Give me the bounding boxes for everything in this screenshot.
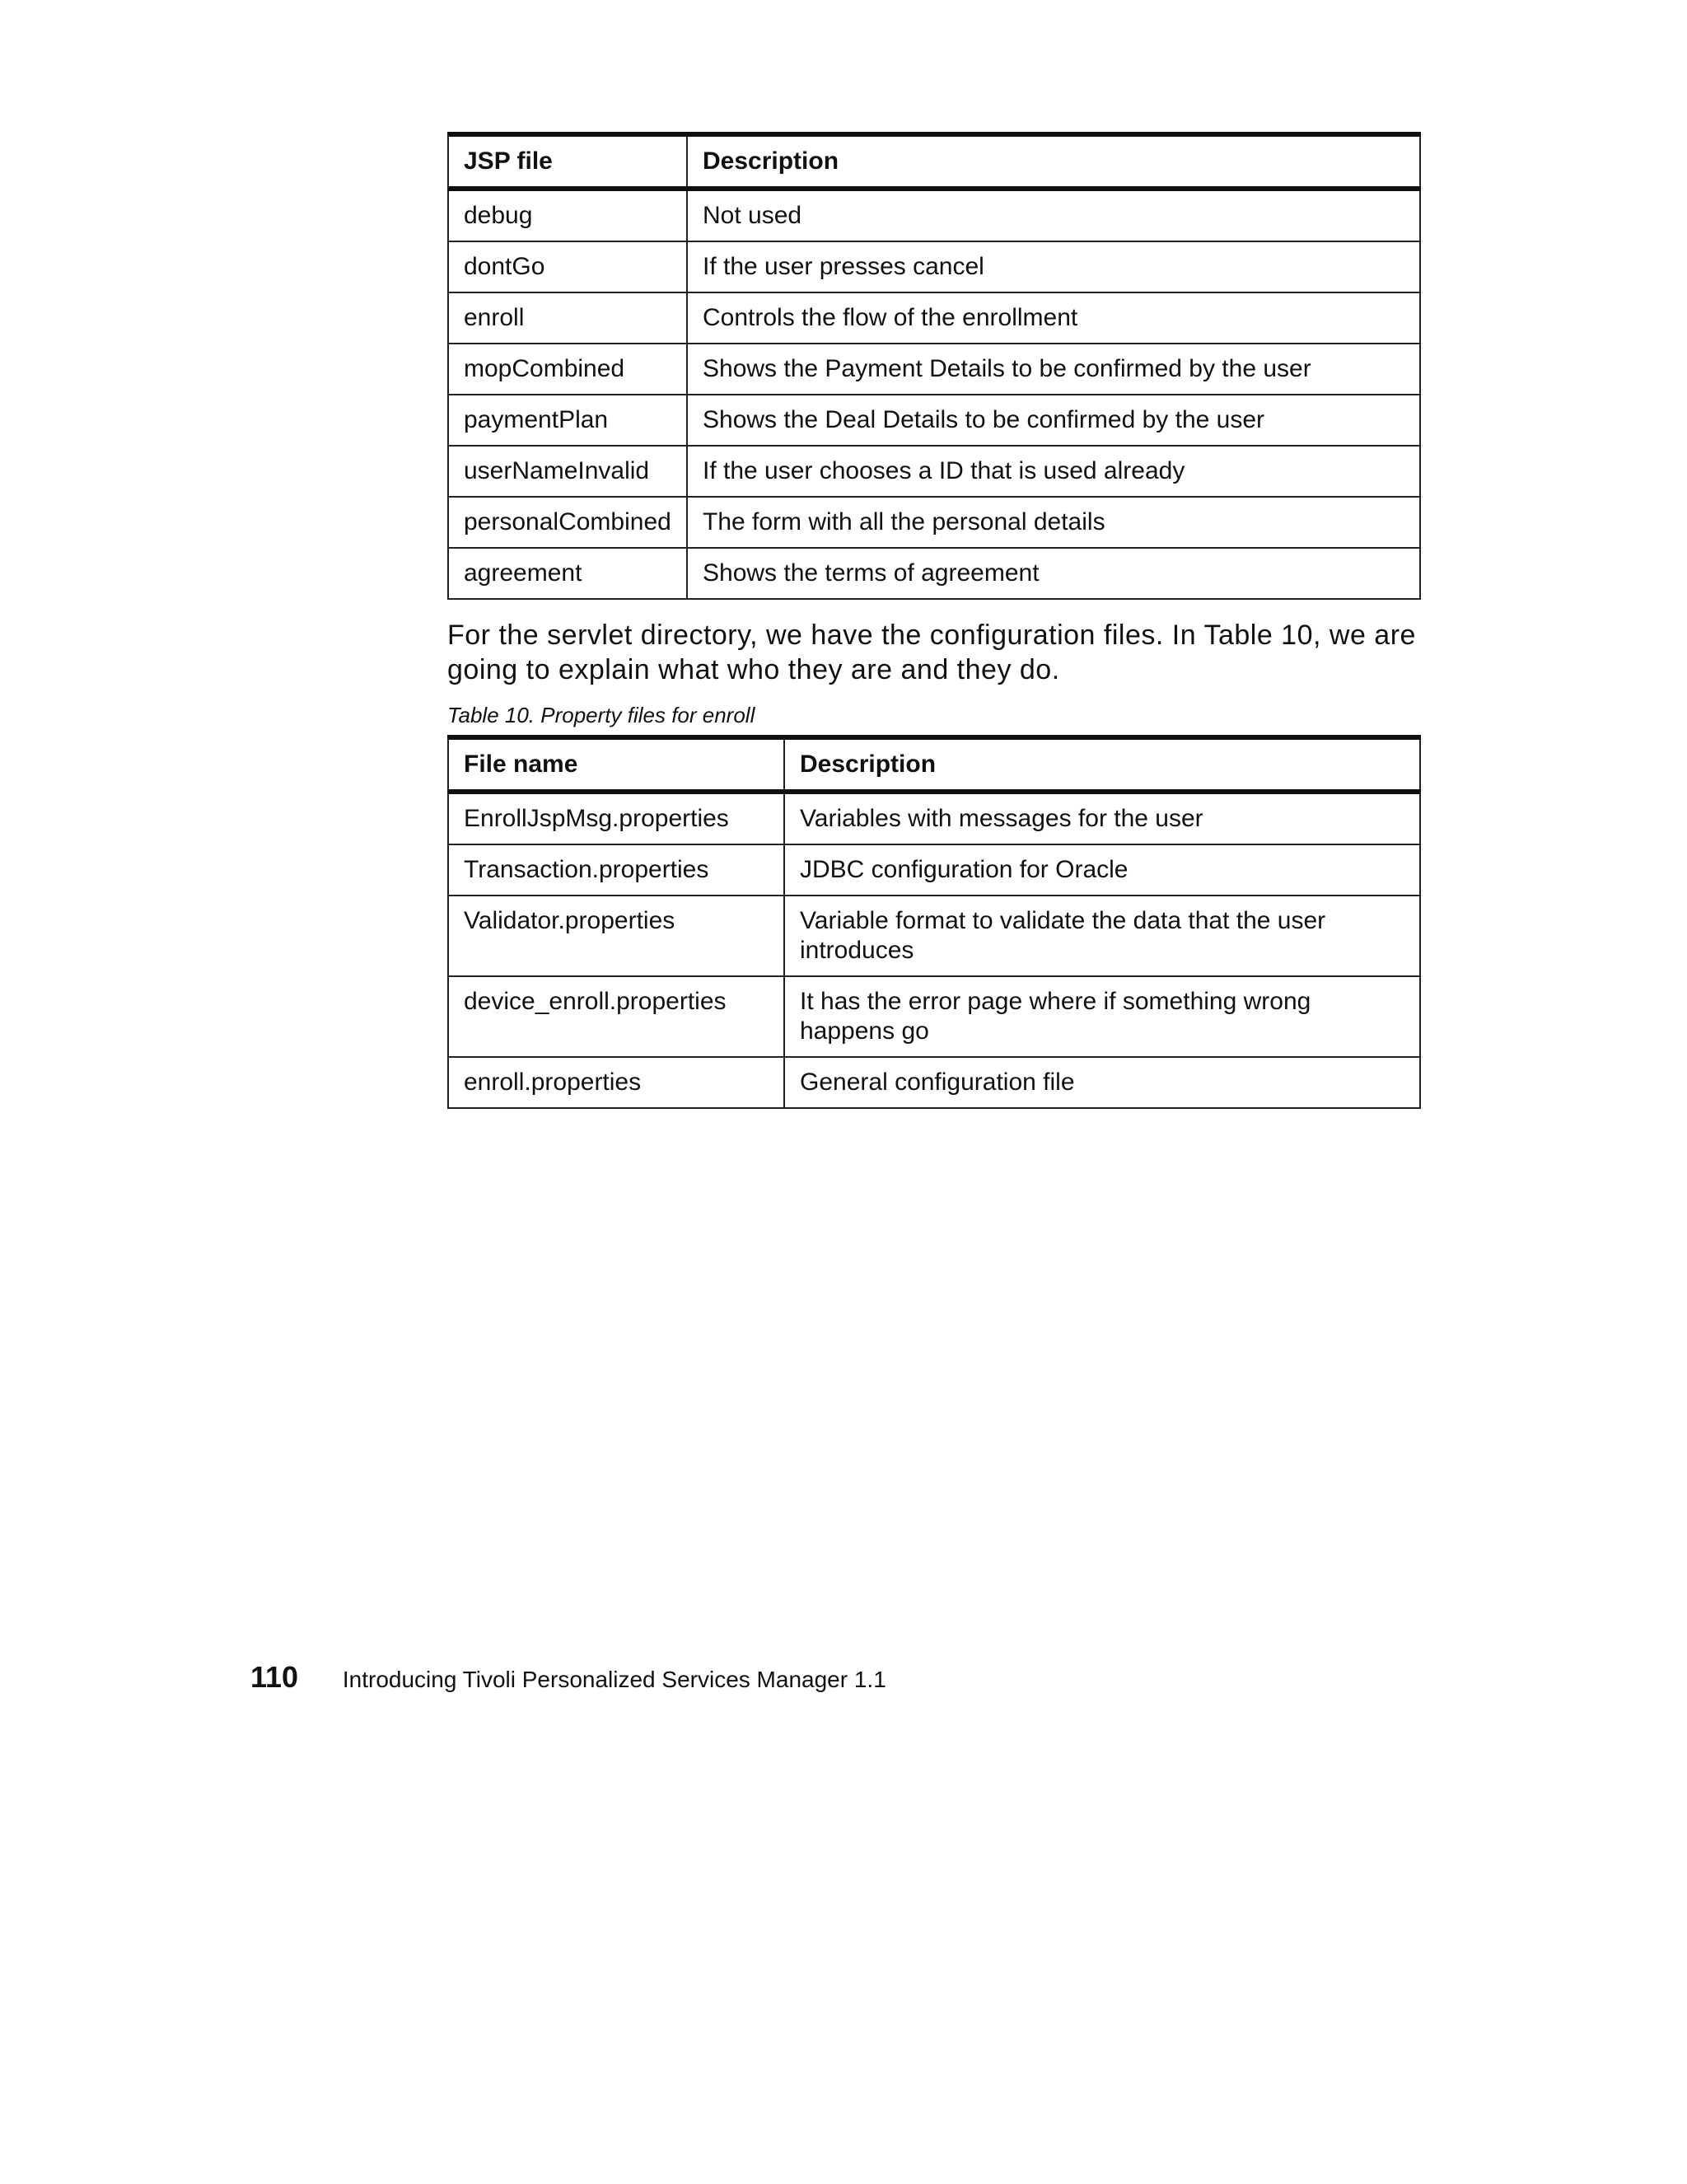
property-file-cell: Transaction.properties [448,844,784,896]
jsp-file-cell: enroll [448,292,687,344]
jsp-files-table [447,132,1421,600]
property-file-cell: device_enroll.properties [448,976,784,1057]
property-file-cell: EnrollJspMsg.properties [448,792,784,844]
table-row [448,844,1420,896]
table-row [448,446,1420,497]
jsp-description-cell: Shows the terms of agreement [687,548,1420,599]
jsp-table-header [448,134,1420,189]
page-content [447,132,1419,1109]
jsp-table-header-row [448,134,1420,189]
jsp-file-cell: mopCombined [448,344,687,395]
table-row [448,395,1420,446]
jsp-description-cell: Shows the Deal Details to be confirmed by the user [687,395,1420,446]
table-row [448,292,1420,344]
property-table-header-file-name: File name [448,737,784,792]
page-footer [250,1661,886,1696]
jsp-table-header-file: JSP file [448,134,687,189]
jsp-file-cell: debug [448,189,687,241]
jsp-description-cell: If the user presses cancel [687,241,1420,292]
jsp-description-cell: The form with all the personal details [687,497,1420,548]
jsp-file-cell: personalCombined [448,497,687,548]
jsp-table-body [448,189,1420,599]
property-description-cell: Variable format to validate the data that the user introduces [784,896,1420,976]
jsp-description-cell: If the user chooses a ID that is used already [687,446,1420,497]
table-row [448,189,1420,241]
table-row [448,344,1420,395]
table-row [448,792,1420,844]
page-number: 110 [250,1660,299,1694]
property-description-cell: It has the error page where if something wrong happens go [784,976,1420,1057]
property-description-cell: JDBC configuration for Oracle [784,844,1420,896]
jsp-description-cell: Shows the Payment Details to be confirmed by the user [687,344,1420,395]
table-row [448,497,1420,548]
property-file-cell: Validator.properties [448,896,784,976]
table-row [448,548,1420,599]
property-table-header-row [448,737,1420,792]
table-10-caption: Table 10. Property files for enroll [447,703,755,727]
jsp-file-cell: paymentPlan [448,395,687,446]
table-row [448,241,1420,292]
jsp-table-header-description: Description [687,134,1420,189]
jsp-file-cell: dontGo [448,241,687,292]
book-title: Introducing Tivoli Personalized Services Manager 1.1 [342,1667,886,1692]
table-row [448,976,1420,1057]
body-paragraph: For the servlet directory, we have the configuration files. In Table 10, we are going to explain what who they are and they do. [447,620,1416,685]
jsp-description-cell: Not used [687,189,1420,241]
property-table-header [448,737,1420,792]
jsp-description-cell: Controls the flow of the enrollment [687,292,1420,344]
property-file-cell: enroll.properties [448,1057,784,1108]
jsp-file-cell: agreement [448,548,687,599]
property-table-header-description: Description [784,737,1420,792]
property-files-table [447,735,1421,1109]
property-table-body [448,792,1420,1108]
property-description-cell: General configuration file [784,1057,1420,1108]
property-description-cell: Variables with messages for the user [784,792,1420,844]
table-row [448,896,1420,976]
table-row [448,1057,1420,1108]
jsp-file-cell: userNameInvalid [448,446,687,497]
